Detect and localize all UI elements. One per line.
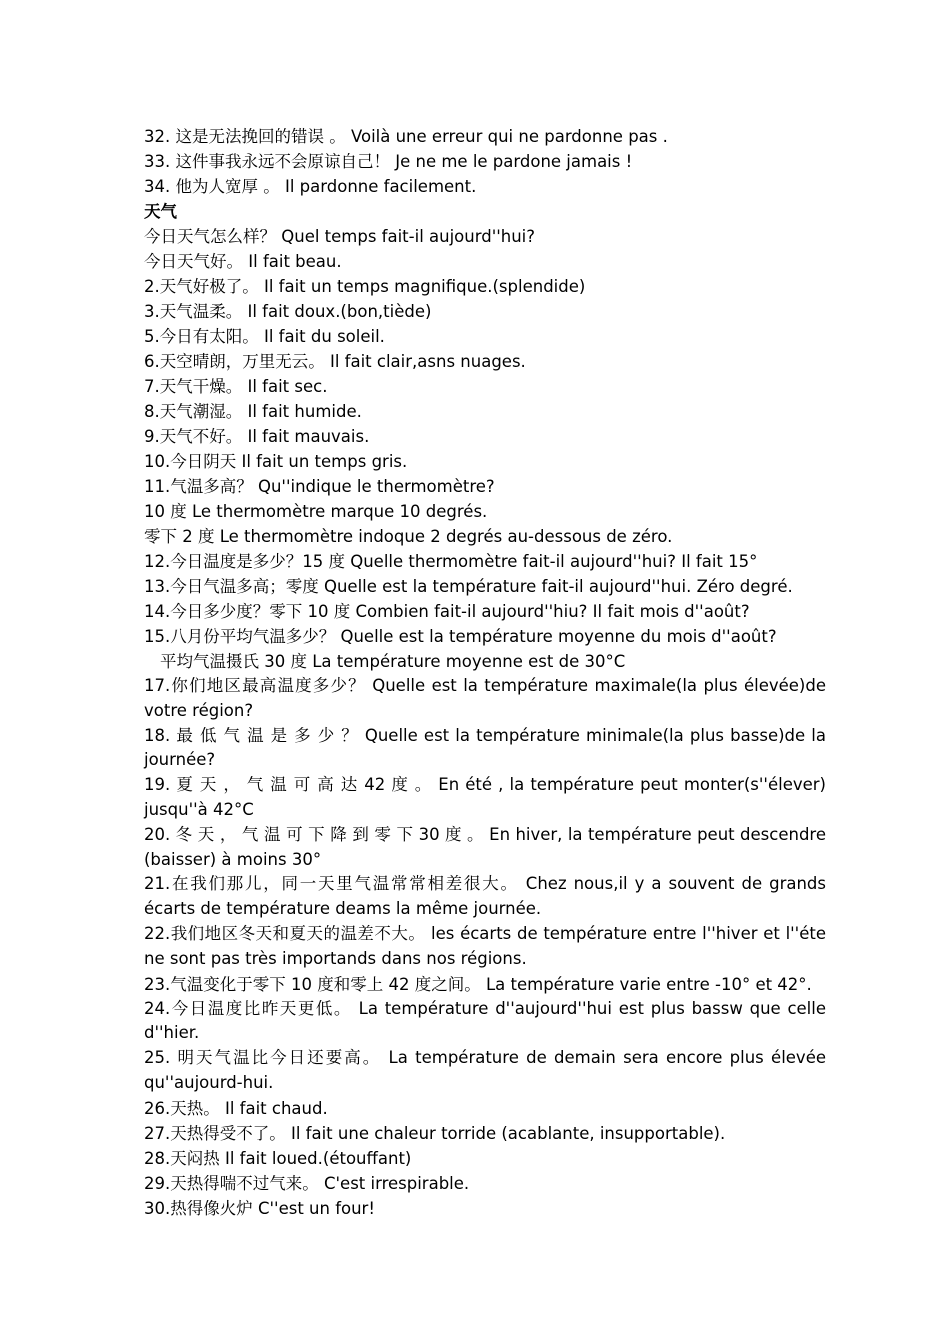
- text-line: 10.今日阴天 Il fait un temps gris.: [144, 452, 408, 471]
- text-line: 15.八月份平均气温多少？ Quelle est la température moyenne du mois d''août?: [144, 627, 777, 646]
- text-line: 5.今日有太阳。 Il fait du soleil.: [144, 327, 385, 346]
- text-line: 27.天热得受不了。 Il fait une chaleur torride (acablante, insupportable).: [144, 1123, 726, 1143]
- text-line: 11.气温多高？ Qu''indique le thermomètre?: [144, 477, 495, 496]
- text-line: 零下 2 度 Le thermomètre indoque 2 degrés au-dessous de zéro.: [144, 527, 673, 546]
- text-line: 28.天闷热 Il fait loued.(étouffant): [144, 1148, 412, 1168]
- text-line: 今日天气怎么样？ Quel temps fait-il aujourd''hui?: [144, 227, 536, 246]
- text-line: 26.天热。 Il fait chaud.: [144, 1098, 328, 1118]
- text-paragraph: 18. 最 低 气 温 是 多 少 ？ Quelle est la température minimale(la plus basse)de la journée?: [144, 725, 826, 770]
- text-line: 6.天空晴朗，万里无云。 Il fait clair,asns nuages.: [144, 352, 526, 371]
- text-line: 13.今日气温多高；零度 Quelle est la température fait-il aujourd''hui. Zéro degré.: [144, 577, 793, 596]
- text-line: 2.天气好极了。 Il fait un temps magnifique.(splendide): [144, 277, 586, 296]
- text-line: 7.天气干燥。 Il fait sec.: [144, 377, 328, 396]
- text-paragraph: 24.今日温度比昨天更低。 La température d''aujourd''hui est plus bassw que celle d''hier.: [144, 998, 826, 1043]
- text-line: 23.气温变化于零下 10 度和零上 42 度之间。 La température varie entre -10° et 42°.: [144, 974, 812, 994]
- text-line: 9.天气不好。 Il fait mauvais.: [144, 427, 370, 446]
- text-paragraph: 22.我们地区冬天和夏天的温差不大。 les écarts de température entre l''hiver et l''éte ne sont pas très importands dans nos régions.: [144, 923, 826, 968]
- text-line: 平均气温摄氏 30 度 La température moyenne est de 30°C: [160, 652, 626, 671]
- section-heading: 天气: [144, 202, 177, 221]
- text-paragraph: 21.在我们那儿，同一天里气温常常相差很大。 Chez nous,il y a souvent de grands écarts de température deams la même journée.: [144, 874, 826, 919]
- text-line: 8.天气潮湿。 Il fait humide.: [144, 402, 362, 421]
- text-paragraph: 19. 夏 天 ， 气 温 可 高 达 42 度 。 En été , la température peut monter(s''élever) jusqu''à 42°C: [144, 775, 826, 819]
- text-line: 34. 他为人宽厚 。 Il pardonne facilement.: [144, 177, 477, 196]
- text-paragraph: 20. 冬 天 ， 气 温 可 下 降 到 零 下 30 度 。 En hiver, la température peut descendre (baisser) à moins 30°: [144, 824, 826, 869]
- text-line: 12.今日温度是多少？15 度 Quelle thermomètre fait-il aujourd''hui? Il fait 15°: [144, 552, 758, 571]
- text-line: 33. 这件事我永远不会原谅自己！ Je ne me le pardone jamais !: [144, 152, 633, 171]
- document-page: [144, 124, 826, 1221]
- text-paragraph: 17.你们地区最高温度多少？ Quelle est la température maximale(la plus élevée)de votre région?: [144, 676, 826, 720]
- text-line: 3.天气温柔。 Il fait doux.(bon,tiède): [144, 302, 432, 321]
- text-paragraph: 25. 明天气温比今日还要高。 La température de demain sera encore plus élevée qu''aujourd-hui.: [144, 1048, 826, 1092]
- text-line: 30.热得像火炉 C''est un four!: [144, 1198, 375, 1218]
- text-line: 32. 这是无法挽回的错误 。 Voilà une erreur qui ne pardonne pas .: [144, 127, 668, 146]
- text-line: 今日天气好。 Il fait beau.: [144, 252, 342, 271]
- text-line: 10 度 Le thermomètre marque 10 degrés.: [144, 502, 488, 521]
- text-line: 14.今日多少度？零下 10 度 Combien fait-il aujourd''hiu? Il fait mois d''août?: [144, 602, 750, 621]
- text-line: 29.天热得喘不过气来。 C'est irrespirable.: [144, 1173, 470, 1193]
